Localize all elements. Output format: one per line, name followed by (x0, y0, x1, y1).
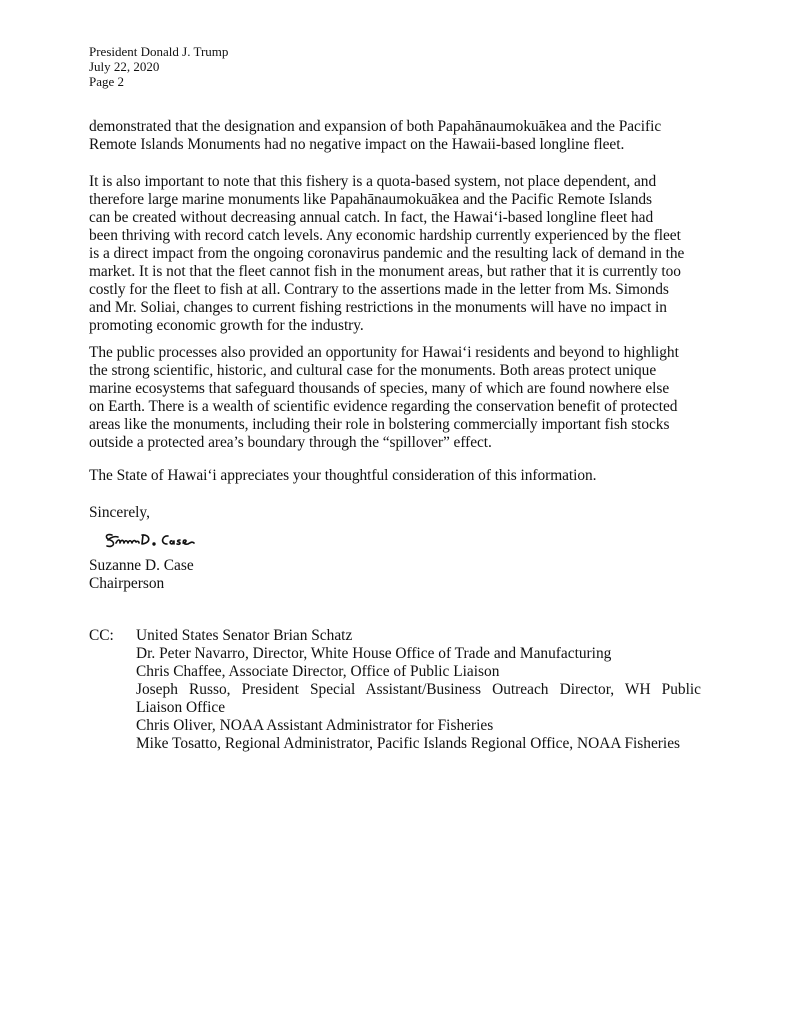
text-line: The State of Hawaiʻi appreciates your thoughtful consideration of this information. (89, 467, 597, 484)
text-line: can be created without decreasing annual catch. In fact, the Hawaiʻi-based longline fleet had (89, 209, 654, 226)
header-date: July 22, 2020 (89, 59, 160, 74)
signature-image (102, 527, 212, 553)
cc-recipient-list (136, 627, 701, 753)
text-line: Remote Islands Monuments had no negative impact on the Hawaii-based longline fleet. (89, 136, 625, 153)
page-header (89, 44, 228, 89)
text-line: areas like the monuments, including their role in bolstering commercially important fish stocks (89, 416, 670, 433)
header-recipient: President Donald J. Trump (89, 44, 229, 59)
cc-recipient: Joseph Russo, President Special Assistant/Business Outreach Director, WH Public (136, 681, 701, 698)
cc-recipient: United States Senator Brian Schatz (136, 627, 353, 644)
cc-recipient: Dr. Peter Navarro, Director, White House Office of Trade and Manufacturing (136, 645, 612, 662)
signer-name: Suzanne D. Case (89, 557, 194, 574)
paragraph-monuments-impact (89, 118, 701, 154)
text-line: demonstrated that the designation and expansion of both Papahānaumokuākea and the Pacific (89, 118, 662, 135)
text-line: marine ecosystems that safeguard thousands of species, many of which are found nowhere else (89, 380, 670, 397)
text-line: outside a protected area’s boundary through the “spillover” effect. (89, 434, 492, 451)
text-line: is a direct impact from the ongoing coronavirus pandemic and the resulting lack of demand in the (89, 245, 685, 262)
text-line: The public processes also provided an opportunity for Hawaiʻi residents and beyond to highlight (89, 344, 679, 361)
text-line: promoting economic growth for the industry. (89, 317, 364, 334)
text-line: It is also important to note that this fishery is a quota-based system, not place dependent, and (89, 173, 657, 190)
text-line: on Earth. There is a wealth of scientific evidence regarding the conservation benefit of protected (89, 398, 678, 415)
text-line: been thriving with record catch levels. Any economic hardship currently experienced by the fleet (89, 227, 681, 244)
text-line: the strong scientific, historic, and cultural case for the monuments. Both areas protect unique (89, 362, 657, 379)
signer-block (89, 557, 194, 593)
paragraph-public-processes (89, 344, 701, 452)
cc-label: CC: (89, 627, 114, 644)
cc-recipient-continuation: Liaison Office (136, 699, 226, 716)
header-page-number: Page 2 (89, 74, 125, 89)
text-line: therefore large marine monuments like Papahānaumokuākea and the Pacific Remote Islands (89, 191, 652, 208)
signer-title: Chairperson (89, 575, 165, 592)
cc-recipient: Chris Oliver, NOAA Assistant Administrator for Fisheries (136, 717, 494, 734)
text-line: market. It is not that the fleet cannot fish in the monument areas, but rather that it is currently too (89, 263, 681, 280)
text-line: and Mr. Soliai, changes to current fishing restrictions in the monuments will have no impact in (89, 299, 667, 316)
signature-scribble-icon (102, 527, 212, 553)
closing-salutation: Sincerely, (89, 504, 150, 521)
text-line: costly for the fleet to fish at all. Contrary to the assertions made in the letter from Ms. Simonds (89, 281, 669, 298)
paragraph-appreciation (89, 467, 701, 485)
cc-recipient: Chris Chaffee, Associate Director, Office of Public Liaison (136, 663, 500, 680)
cc-recipient: Mike Tosatto, Regional Administrator, Pacific Islands Regional Office, NOAA Fisheries (136, 735, 681, 752)
paragraph-quota-system (89, 173, 701, 335)
